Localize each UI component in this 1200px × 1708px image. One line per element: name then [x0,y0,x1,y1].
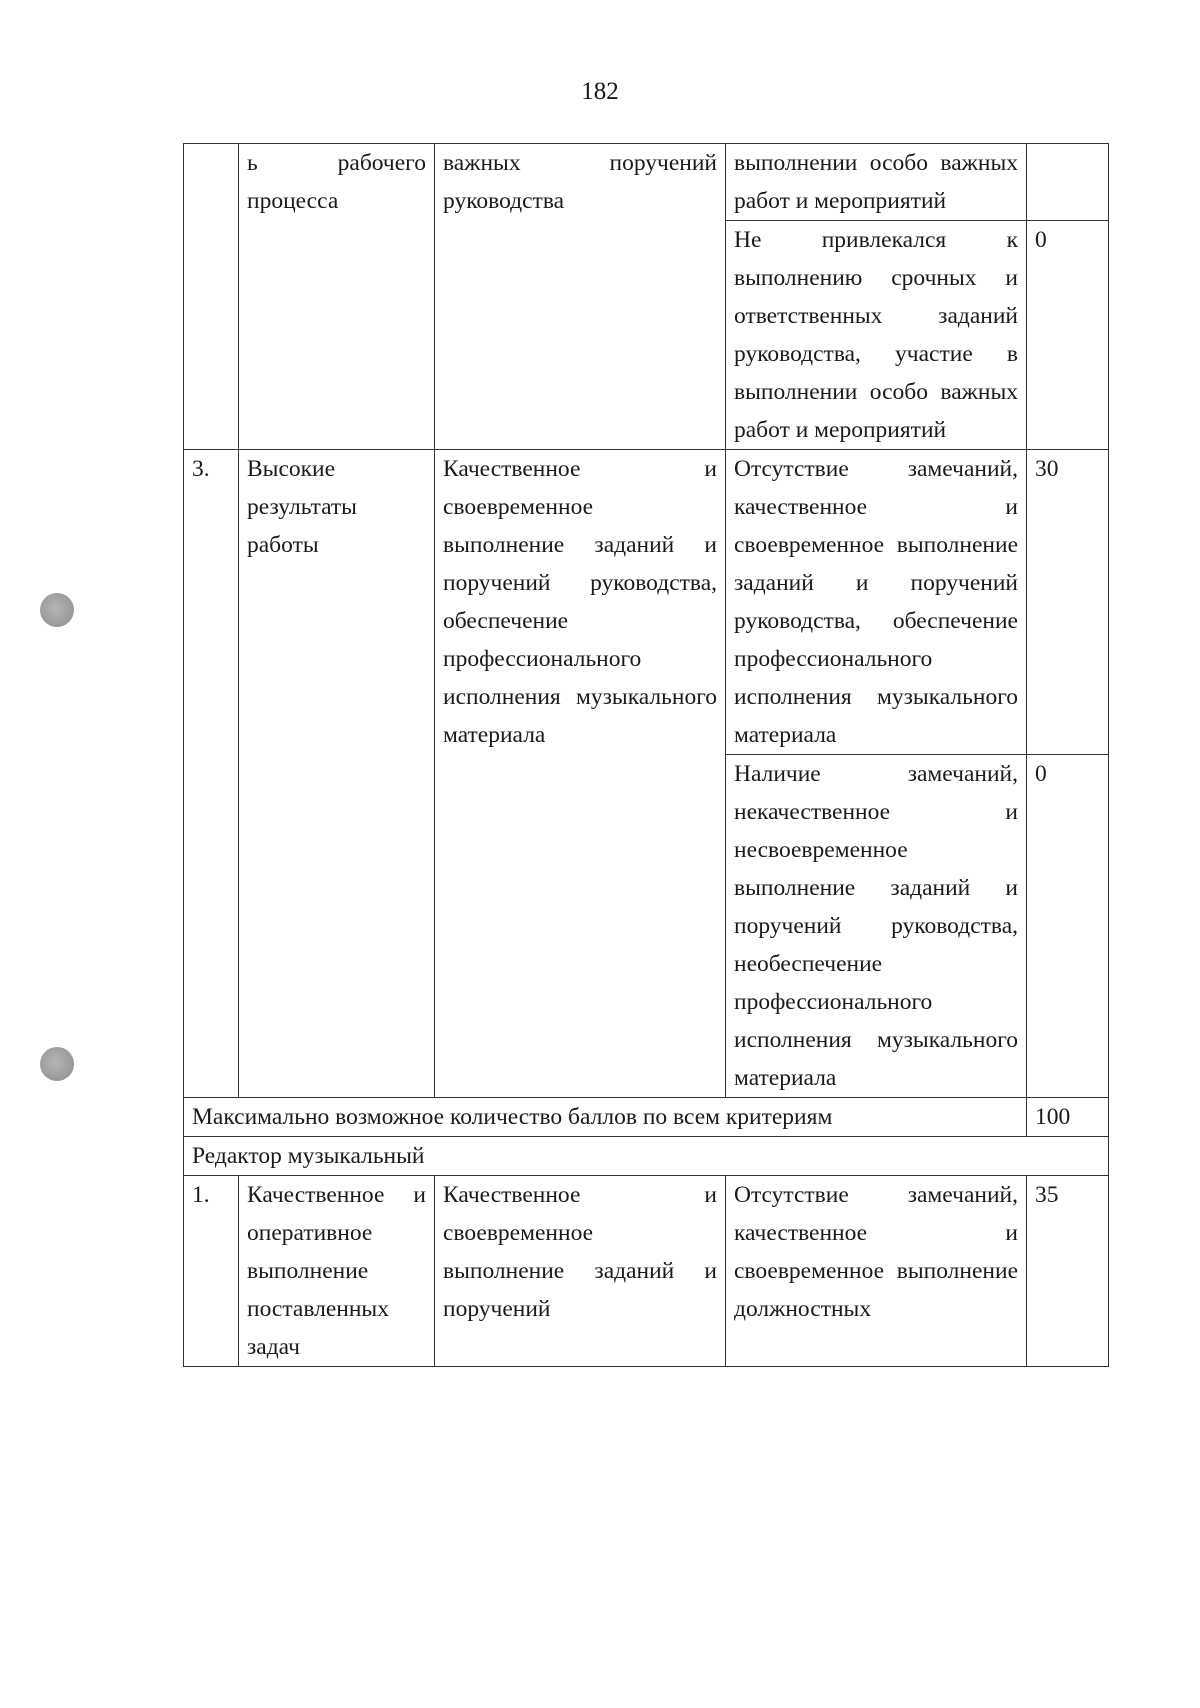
score-cell: 0 [1027,221,1109,450]
score-cell [1027,144,1109,221]
criterion-cell: ь рабочего процесса [239,144,435,450]
score-cell: 30 [1027,450,1109,755]
assessment-cell: Отсутствие замечаний, качественное и своевременное выполнение заданий и поручений руководства, обеспечение профессионального исполнения музыкального материала [726,450,1027,755]
max-score-value: 100 [1027,1098,1109,1137]
indicator-cell: важных поручений руководства [435,144,726,450]
section-title: Редактор музыкальный [184,1137,1109,1176]
punch-hole [40,593,74,627]
punch-hole [40,1047,74,1081]
row-number-cell: 1. [184,1176,239,1367]
criteria-table [183,143,1109,1367]
max-score-label: Максимально возможное количество баллов по всем критериям [184,1098,1027,1137]
assessment-cell: Не привлекался к выполнению срочных и ответственных заданий руководства, участие в выполнении особо важных работ и мероприятий [726,221,1027,450]
assessment-cell: Наличие замечаний, некачественное и несвоевременное выполнение заданий и поручений руководства, необеспечение профессионального исполнения музыкального материала [726,755,1027,1098]
score-cell: 0 [1027,755,1109,1098]
table-row [184,450,1109,755]
max-score-row [184,1098,1109,1137]
table-row [184,144,1109,221]
row-number-cell [184,144,239,450]
criterion-cell: Качественное и оперативное выполнение поставленных задач [239,1176,435,1367]
assessment-cell: выполнении особо важных работ и мероприятий [726,144,1027,221]
criterion-cell: Высокие результаты работы [239,450,435,1098]
score-cell: 35 [1027,1176,1109,1367]
assessment-cell: Отсутствие замечаний, качественное и своевременное выполнение должностных [726,1176,1027,1367]
row-number-cell: 3. [184,450,239,1098]
section-row [184,1137,1109,1176]
table-row [184,1176,1109,1367]
indicator-cell: Качественное и своевременное выполнение заданий и поручений руководства, обеспечение профессионального исполнения музыкального материала [435,450,726,1098]
indicator-cell: Качественное и своевременное выполнение заданий и поручений [435,1176,726,1367]
page-number: 182 [581,78,619,105]
